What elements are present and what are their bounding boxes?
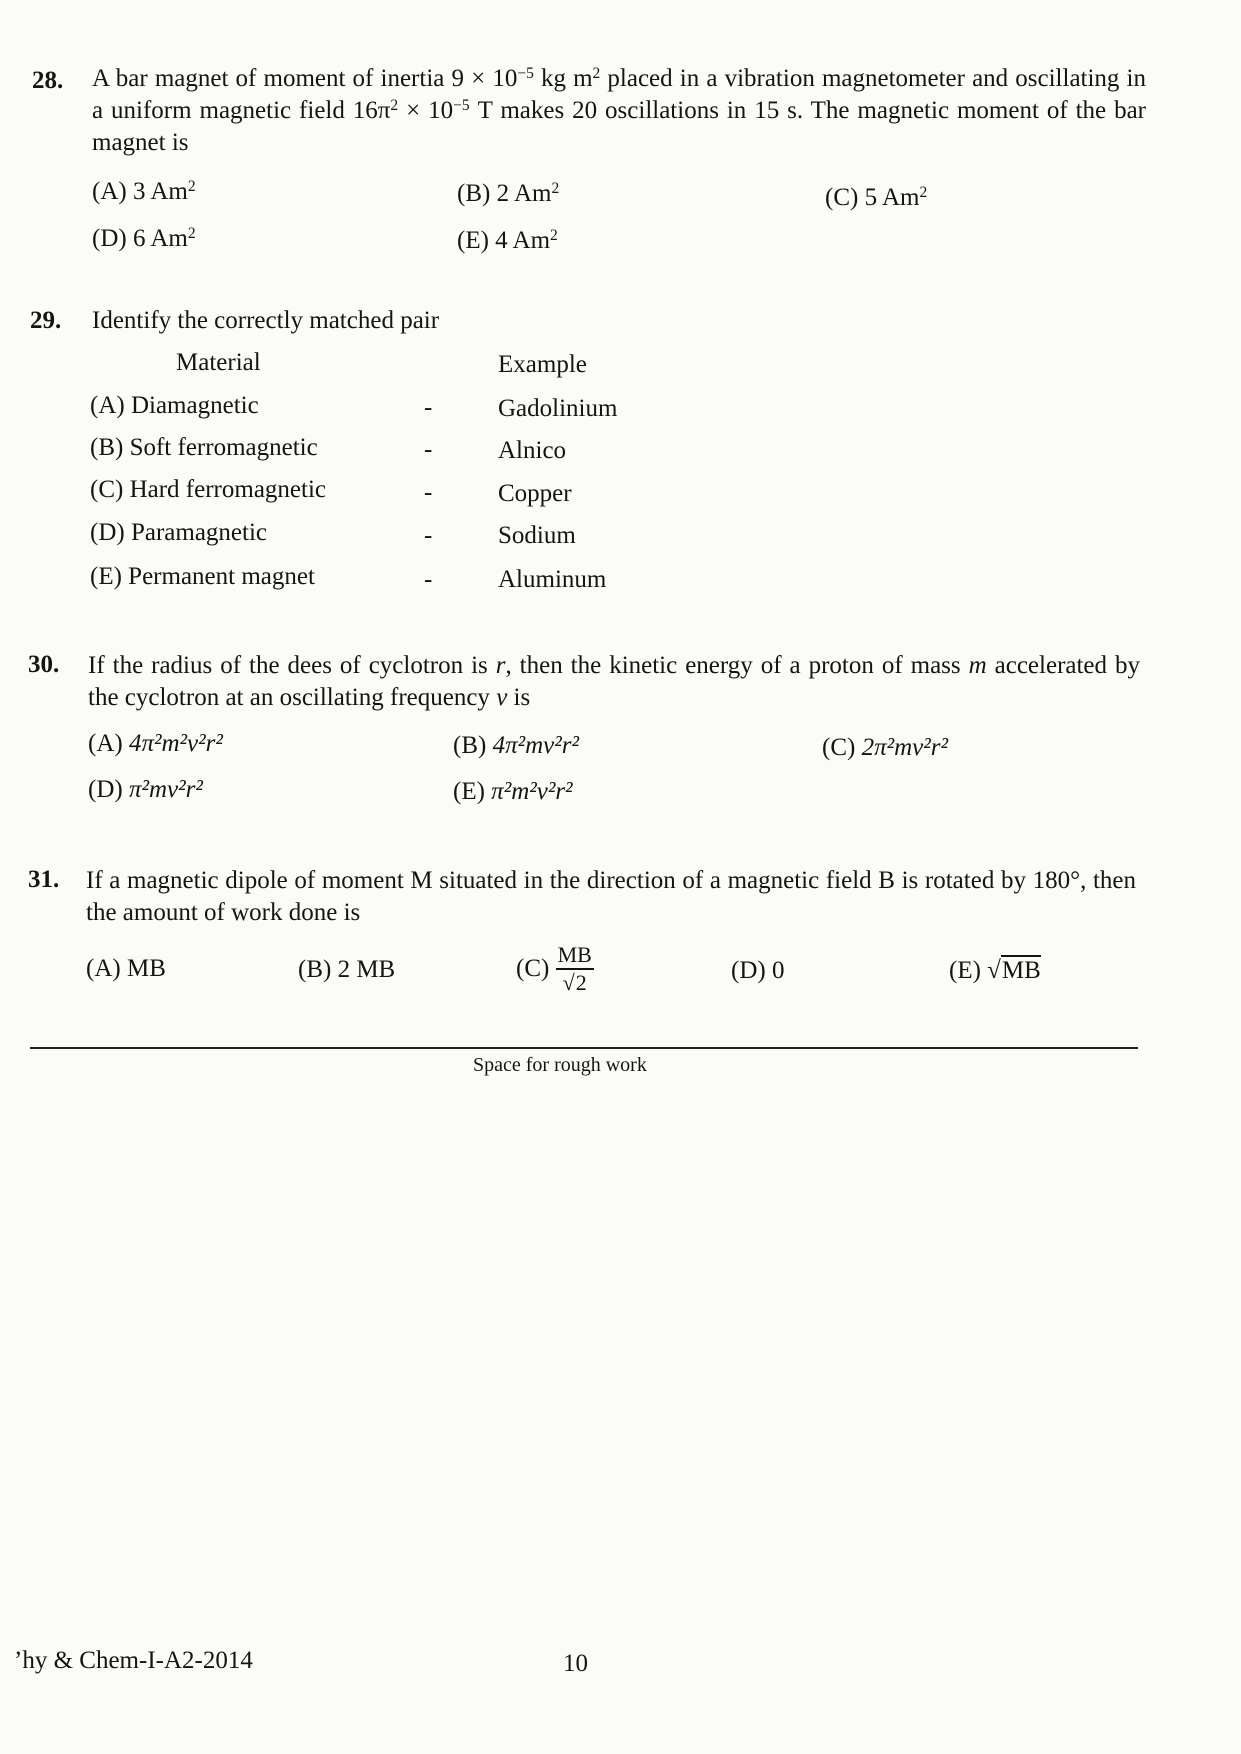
q31-option-b: (B) 2 MB [298,956,396,983]
q30-option-a: (A) 4π²m²v²r² [88,730,223,757]
match-row-c-dash: - [424,479,433,506]
q28-option-a: (A) 3 Am$^2$ [92,178,196,205]
match-row-c-example: Copper [498,480,572,507]
q30-option-d: (D) π²mv²r² [88,776,203,803]
q30-option-c: (C) 2π²mv²r² [822,734,948,761]
fraction-mb-over-root2: $\frac{MB}{√2}$ [557,942,592,995]
match-header-example: Example [498,351,587,378]
match-row-b-example: Alnico [498,437,567,464]
footer-page-number: 10 [563,1650,588,1677]
match-row-e-material: (E) Permanent magnet [90,563,315,590]
q31-option-a: (A) MB [86,955,166,982]
match-row-e-example: Aluminum [498,566,607,593]
rough-work-label: Space for rough work [473,1054,647,1076]
q31-option-d: (D) 0 [731,957,785,984]
question-31-text: If a magnetic dipole of moment M situated in the direction of a magnetic field B is rotated by 180°, then the amount of work done is [86,867,1136,926]
q28-option-b: (B) 2 Am$^2$ [457,180,560,207]
match-row-b-dash: - [424,436,433,463]
question-30-number: 30. [28,651,60,678]
footer-exam-code: ’hy & Chem-I-A2-2014 [14,1647,253,1674]
question-28-number: 28. [32,67,64,94]
question-29-number: 29. [30,307,62,334]
match-row-e-dash: - [424,566,433,593]
q30-option-e: (E) π²m²v²r² [453,778,573,805]
match-row-a-example: Gadolinium [498,395,618,422]
match-row-d-example: Sodium [498,522,576,549]
question-30-text: If the radius of the dees of cyclotron is r, then the kinetic energy of a proton of mass m accelerated by the cyclotron at an oscillating frequency v is [88,652,1141,711]
q28-option-d: (D) 6 Am$^2$ [92,225,196,252]
match-row-a-dash: - [424,394,433,421]
match-header-material: Material [176,349,261,376]
match-row-b-material: (B) Soft ferromagnetic [90,434,318,461]
q28-option-e: (E) 4 Am$^2$ [457,227,558,254]
question-28-text: A bar magnet of moment of inertia $9 \times 10^{-5}$ kg $m^2$ placed in a vibration magnetometer and oscillating in a uniform magnetic field $16\pi^2 \times 10^{-5}$ T makes 20 oscillations in 15 s. The magnetic moment of the bar magnet is [92,65,1147,156]
q28-option-c: (C) 5 Am$^2$ [825,184,928,211]
match-row-d-dash: - [424,522,433,549]
q30-option-b: (B) 4π²mv²r² [453,732,579,759]
match-row-a-material: (A) Diamagnetic [90,392,259,419]
q31-option-e: (E) √MB [949,957,1041,984]
question-31-number: 31. [28,866,60,893]
match-row-c-material: (C) Hard ferromagnetic [90,476,326,503]
question-29-text: Identify the correctly matched pair [92,307,440,334]
q31-option-c: (C) $\frac{MB}{√2}$ [516,942,592,995]
match-row-d-material: (D) Paramagnetic [90,519,268,546]
rough-work-divider [30,1047,1138,1049]
